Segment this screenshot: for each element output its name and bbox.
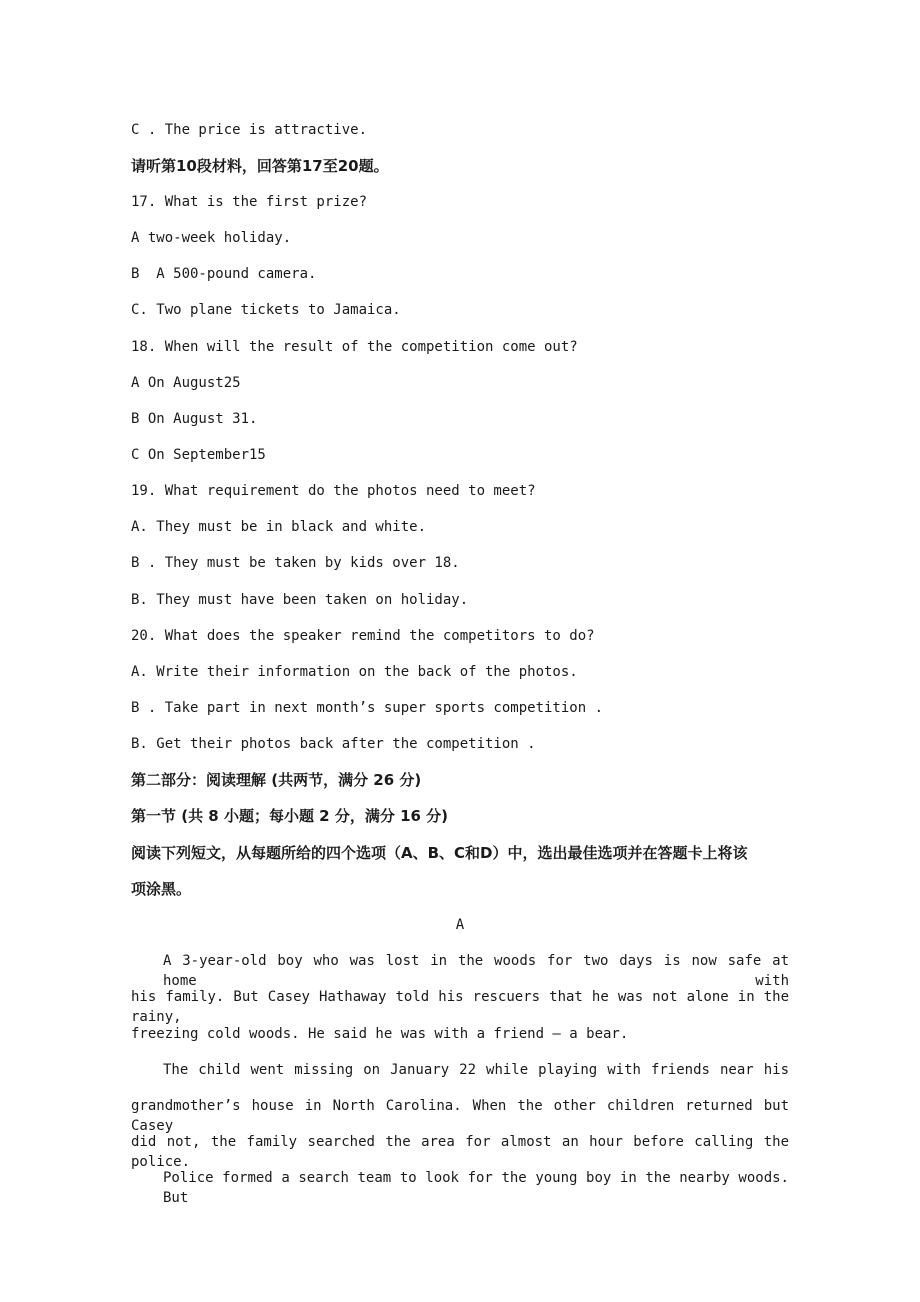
option-17a: A two-week holiday. [131,230,292,246]
option-18c: C On September15 [131,447,266,463]
option-17b: B A 500-pound camera. [131,266,317,282]
option-19a: A. They must be in black and white. [131,519,427,535]
reading-instruction-line-1: 阅读下列短文，从每题所给的四个选项（A、B、C和D）中，选出最佳选项并在答题卡上将该 [131,844,748,862]
question-18: 18. When will the result of the competition come out? [131,339,578,355]
option-20c: B. Get their photos back after the competition . [131,736,536,752]
passage-line: his family. But Casey Hathaway told his rescuers that he was not alone in the rainy, [131,989,789,1025]
passage-line: did not, the family searched the area for almost an hour before calling the police. [131,1134,789,1170]
passage-title: A [455,917,465,933]
question-17: 17. What is the first prize? [131,194,368,210]
passage-line: freezing cold woods. He said he was with a friend — a bear. [131,1026,629,1042]
passage-line: The child went missing on January 22 while playing with friends near his [163,1062,789,1078]
question-19: 19. What requirement do the photos need to meet? [131,483,536,499]
option-20a: A. Write their information on the back of the photos. [131,664,578,680]
passage-line: Police formed a search team to look for the young boy in the nearby woods. But [163,1170,789,1206]
passage-line: grandmother’s house in North Carolina. When the other children returned but Casey [131,1098,789,1134]
section-instruction-material-10: 请听第10段材料，回答第17至20题。 [131,157,389,175]
option-19c: B. They must have been taken on holiday. [131,592,469,608]
option-18a: A On August25 [131,375,241,391]
option-20b: B . Take part in next month’s super sports competition . [131,700,604,716]
question-20: 20. What does the speaker remind the competitors to do? [131,628,595,644]
part-two-heading: 第二部分：阅读理解 (共两节，满分 26 分) [131,771,422,789]
option-16c: C . The price is attractive. [131,122,368,138]
reading-instruction-line-2: 项涂黑。 [131,880,192,898]
option-19b: B . They must be taken by kids over 18. [131,555,460,571]
passage-line: A 3-year-old boy who was lost in the woods for two days is now safe at home with [163,953,789,989]
option-17c: C. Two plane tickets to Jamaica. [131,302,401,318]
section-one-heading: 第一节 (共 8 小题；每小题 2 分，满分 16 分) [131,807,449,825]
option-18b: B On August 31. [131,411,258,427]
